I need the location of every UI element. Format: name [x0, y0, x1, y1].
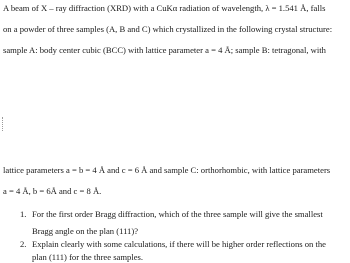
question-text-line-1: Explain clearly with some calculations, if there will be higher order reflections on the: [32, 239, 326, 249]
intro-line-3: sample A: body center cubic (BCC) with lattice parameter a = 4 Å; sample B: tetragonal, with: [3, 45, 326, 55]
question-number: 2.: [20, 239, 27, 249]
question-text-line-2: Bragg angle on the plan (111)?: [32, 226, 139, 236]
intro-line-2: on a powder of three samples (A, B and C) which crystallized in the following crystal structure:: [3, 24, 333, 34]
question-number: 1.: [20, 209, 27, 219]
question-text-line-2: plan (111) for the three samples.: [32, 252, 144, 262]
intro-line-4: lattice parameters a = b = 4 Å and c = 6 Å and sample C: orthorhombic, with lattice parameters: [3, 165, 331, 175]
question-text-line-1: For the first order Bragg diffraction, which of the three sample will give the smallest: [32, 209, 323, 219]
scan-artifact: [2, 117, 5, 131]
intro-line-1: A beam of X – ray diffraction (XRD) with a CuKα radiation of wavelength, λ = 1.541 Å, falls: [3, 3, 326, 13]
intro-line-5: a = 4 Å, b = 6Å and c = 8 Å.: [3, 186, 102, 196]
